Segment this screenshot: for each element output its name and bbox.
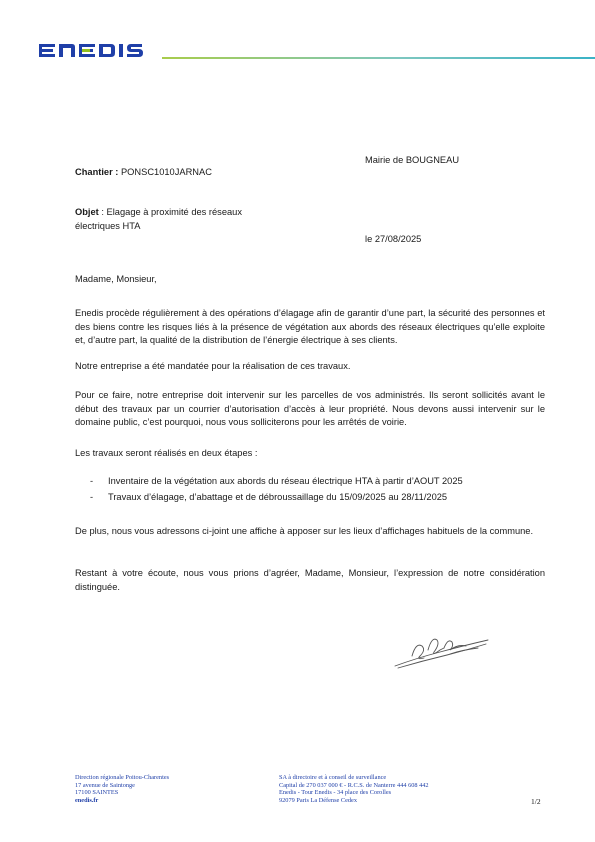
paragraph-closing: Restant à votre écoute, nous vous prions d’agréer, Madame, Monsieur, l’expression de notre considération distinguée. xyxy=(75,568,545,592)
objet-block xyxy=(75,206,242,233)
footer-city: 17100 SAINTES xyxy=(75,789,119,797)
footer-company-type: SA à directoire et à conseil de surveillance xyxy=(279,774,387,781)
list-dash: - xyxy=(90,476,94,486)
list-dash: - xyxy=(90,492,94,503)
letter-date: le 27/08/2025 xyxy=(365,234,422,244)
footer-address: Enedis - Tour Enedis - 34 place des Corolles xyxy=(279,789,392,797)
footer-street: 17 avenue de Saintonge xyxy=(75,781,135,789)
paragraph-poster: De plus, nous vous adressons ci-joint une affiche à apposer sur les lieux d’affichages habituels de la commune. xyxy=(75,526,534,536)
paragraph-steps-intro: Les travaux seront réalisés en deux étapes : xyxy=(75,448,258,458)
footer-direction: Direction régionale Poitou-Charentes xyxy=(75,774,170,781)
footer-website-link[interactable]: enedis.fr xyxy=(75,797,99,805)
objet-label: Objet xyxy=(75,207,99,217)
objet-text: : Elagage à proximité des réseaux électriques HTA xyxy=(75,207,242,231)
steps-list xyxy=(90,475,545,507)
handwritten-signature xyxy=(392,628,492,673)
chantier-line xyxy=(75,166,212,180)
paragraph-access: Pour ce faire, notre entreprise doit intervenir sur les parcelles de vos administrés. Ils seront sollicités avant le début des travaux par un courrier d’autorisation d’accès à leur propriété. Nous devons aussi intervenir sur le domaine public, c’est pourquoi, nous vous solliciterons pour les arrêtés de voirie. xyxy=(75,390,545,428)
enedis-logo xyxy=(36,36,156,64)
list-item xyxy=(90,475,545,489)
page-number: 1/2 xyxy=(531,797,541,806)
header-gradient-line xyxy=(162,56,595,60)
list-item xyxy=(90,491,545,505)
footer-left xyxy=(75,774,169,805)
recipient-address: Mairie de BOUGNEAU xyxy=(365,155,460,165)
paragraph-intro: Enedis procède régulièrement à des opérations d’élagage afin de garantir d’une part, la sécurité des personnes et des biens contre les risques liés à la présence de végétation aux abords des réseaux électriques qu’elle exploite et, d’autre part, la qualité de la distribution de l’énergie électrique à ses clients. xyxy=(75,308,545,346)
step-text: Inventaire de la végétation aux abords du réseau électrique HTA à partir d’AOUT 2025 xyxy=(108,476,463,486)
chantier-value: PONSC1010JARNAC xyxy=(120,167,212,177)
footer-right xyxy=(279,774,429,805)
footer-postal: 92079 Paris La Défense Cedex xyxy=(279,797,357,805)
step-text: Travaux d’élagage, d’abattage et de débroussaillage du 15/09/2025 au 28/11/2025 xyxy=(108,492,448,503)
chantier-label: Chantier : xyxy=(75,167,119,177)
paragraph-mandate: Notre entreprise a été mandatée pour la réalisation de ces travaux. xyxy=(75,361,351,371)
footer-capital: Capital de 270 037 000 € - R.C.S. de Nanterre 444 608 442 xyxy=(279,781,429,789)
salutation: Madame, Monsieur, xyxy=(75,274,157,284)
